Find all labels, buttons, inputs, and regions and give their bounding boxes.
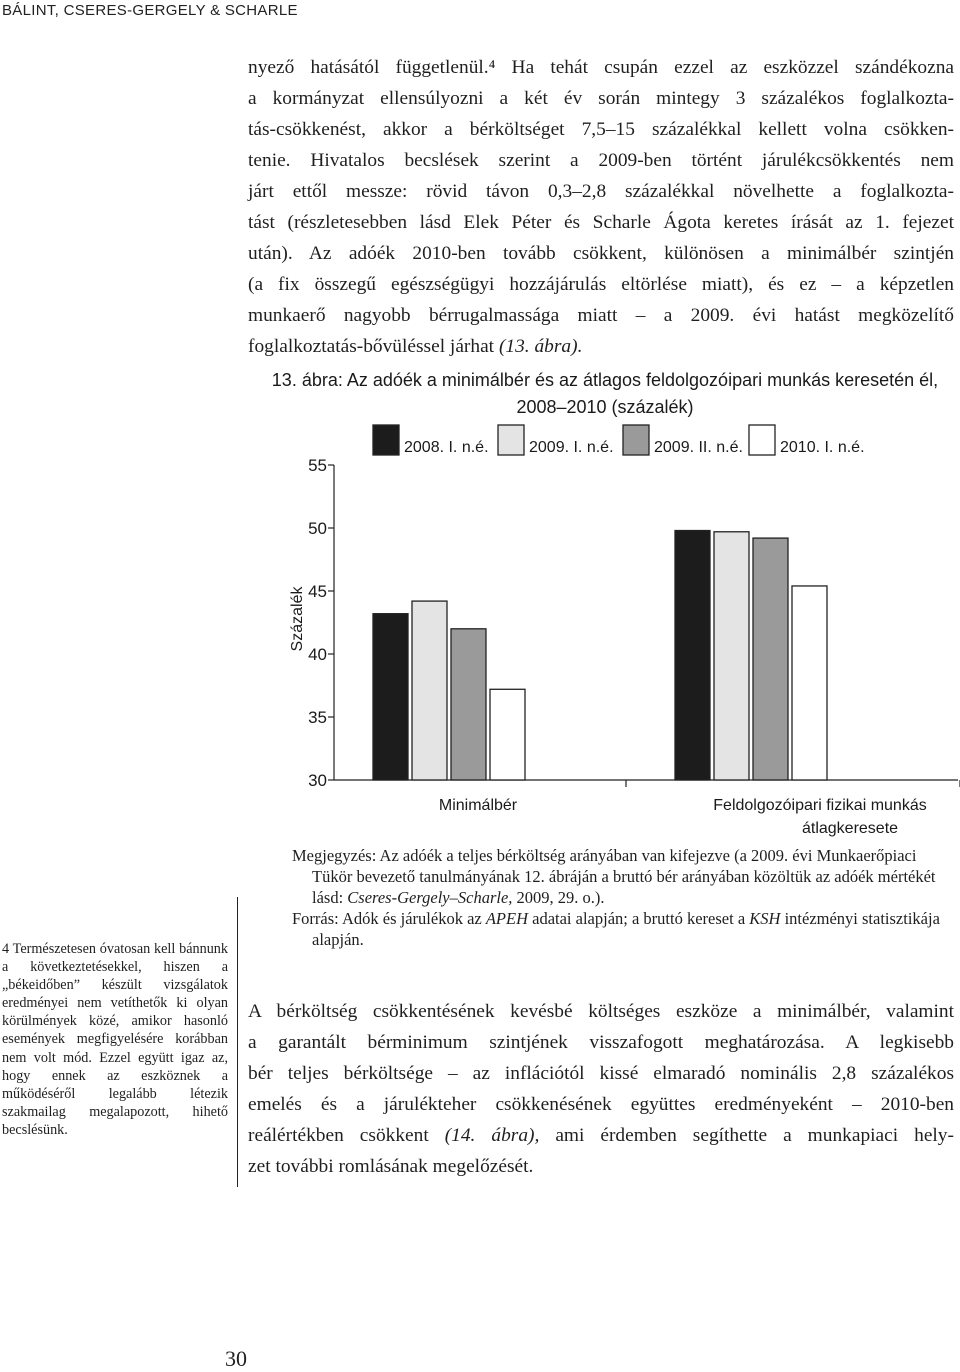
paragraph-line: tást (részletesebben lásd Elek Péter és Scharle Ágota keretes írását az 1. fejezet	[248, 212, 954, 233]
main-paragraph-2	[248, 996, 954, 1182]
y-tick-label: 35	[308, 708, 327, 727]
note-text: Az adóék a teljes bérköltség arányában van kifejezve (a 2009. évi Munkaerőpiaci Tükör bevezető tanulmányának 12. ábráján a bruttó bér arányában közöltük az adóék mértékét lásd:	[312, 846, 936, 907]
bar	[714, 532, 749, 780]
source-text: intézményi statisztikája alapján.	[312, 909, 940, 949]
bar	[675, 531, 710, 780]
y-tick-label: 45	[308, 582, 327, 601]
paragraph-line: (a fix összegű egészségügyi hozzájárulás eltörlése miatt), és ez – a képzetlen	[248, 274, 954, 295]
paragraph-line: járt ettől messze: rövid távon 0,3–2,8 százalékkal növelhette a foglalkozta-	[248, 181, 954, 202]
bar	[451, 629, 486, 780]
legend-label: 2009. II. n.é.	[654, 439, 743, 456]
bar-chart	[270, 415, 960, 845]
y-tick-label: 55	[308, 456, 327, 475]
legend-swatch	[749, 425, 775, 455]
bar	[753, 538, 788, 780]
legend-swatch	[623, 425, 649, 455]
paragraph-line-text: foglalkoztatás-bővüléssel járhat	[248, 336, 495, 357]
paragraph-line: a garantált bérminimum szintjének visszafogott meghatározása. A legkisebb	[248, 1032, 954, 1053]
paragraph-line: emelés és a járulékteher csökkenésének együttes eredményeként – 2010-ben	[248, 1094, 954, 1115]
y-tick-label: 30	[308, 771, 327, 790]
page-number: 30	[225, 1346, 247, 1371]
note-citation: Cseres-Gergely–Scharle,	[347, 888, 513, 907]
legend-label: 2009. I. n.é.	[529, 439, 614, 456]
paragraph-line-text: reálértékben csökkent	[248, 1125, 429, 1146]
paragraph-line: munkaerő nagyobb bérrugalmassága miatt – a 2009. évi hatást megközelítő	[248, 305, 954, 326]
source-text: adatai alapján; a bruttó kereset a	[532, 909, 746, 928]
figure-reference: (14. ábra),	[444, 1125, 540, 1146]
figure-title	[250, 367, 960, 421]
paragraph-line: bér teljes bérköltsége – az inflációtól kissé elmaradó nominális 2,8 százalékos	[248, 1063, 954, 1084]
paragraph-line: zet további romlásának megelőzését.	[248, 1156, 534, 1177]
footnote-divider	[237, 897, 238, 1187]
bar	[412, 601, 447, 780]
figure-title-line-2: 2008–2010 (százalék)	[516, 397, 694, 417]
paragraph-line: tenie. Hivatalos becslések szerint a 2009-ben történt járulékcsökkentés nem	[248, 150, 954, 171]
y-tick-label: 50	[308, 519, 327, 538]
paragraph-line	[248, 1120, 954, 1151]
note-label: Megjegyzés:	[292, 846, 377, 865]
source-text: Adók és járulékok az	[341, 909, 482, 928]
paragraph-line: A bérköltség csökkentésének kevésbé költséges eszköze a minimálbér, valamint	[248, 1001, 954, 1022]
legend-label: 2008. I. n.é.	[404, 439, 489, 456]
figure-reference: (13. ábra).	[498, 336, 583, 357]
paragraph-line: után). Az adóék 2010-ben tovább csökkent, különösen a minimálbér szintjén	[248, 243, 954, 264]
bar	[490, 689, 525, 780]
source-apeh: APEH	[485, 909, 528, 928]
paragraph-line: tás-csökkenést, akkor a bérköltséget 7,5–15 százalékkal kellett volna csökken-	[248, 119, 954, 140]
paragraph-line: a kormányzat ellensúlyozni a két év során mintegy 3 százalékos foglalkozta-	[248, 88, 954, 109]
legend-swatch	[498, 425, 524, 455]
paragraph-line	[248, 331, 954, 362]
y-tick-label: 40	[308, 645, 327, 664]
figure-title-line-1: 13. ábra: Az adóék a minimálbér és az átlagos feldolgozóipari munkás keresetén él,	[271, 370, 939, 390]
source-label: Forrás:	[292, 909, 339, 928]
running-head: BÁLINT, CSERES-GERGELY & SCHARLE	[2, 2, 298, 19]
main-paragraph-1	[248, 52, 954, 362]
footnote: 4 Természetesen óvatosan kell bánnunk a következtetésekkel, hiszen a „békeidőben” készült vizsgálatok eredményei nem vetíthetők ki olyan körülmények közé, amikor hasonló események megfigyelésére korábban nem volt mód. Ezzel együtt igaz az, hogy ennek az eszköznek a működéséről legalább létezik szakmailag megalapozott, hihető becslésünk.	[2, 941, 228, 1138]
x-category-label: átlagkeresete	[801, 820, 899, 837]
x-category-label: Feldolgozóipari fizikai munkás	[713, 797, 927, 814]
y-axis-title: Százalék	[289, 586, 306, 652]
note-megjegyzes	[292, 845, 952, 908]
bar	[373, 614, 408, 780]
paragraph-line-text: ami érdemben segíthette a munkapiaci hely-	[555, 1125, 954, 1146]
legend-label: 2010. I. n.é.	[780, 439, 865, 456]
source-ksh: KSH	[749, 909, 781, 928]
paragraph-line: nyező hatásától függetlenül.⁴ Ha tehát csupán ezzel az eszközzel szándékozna	[248, 57, 954, 78]
legend-swatch	[373, 425, 399, 455]
x-category-label: Minimálbér	[438, 797, 518, 814]
note-forras	[292, 908, 952, 950]
bar	[792, 586, 827, 780]
figure-note	[292, 845, 952, 950]
note-text: 2009, 29. o.).	[516, 888, 605, 907]
